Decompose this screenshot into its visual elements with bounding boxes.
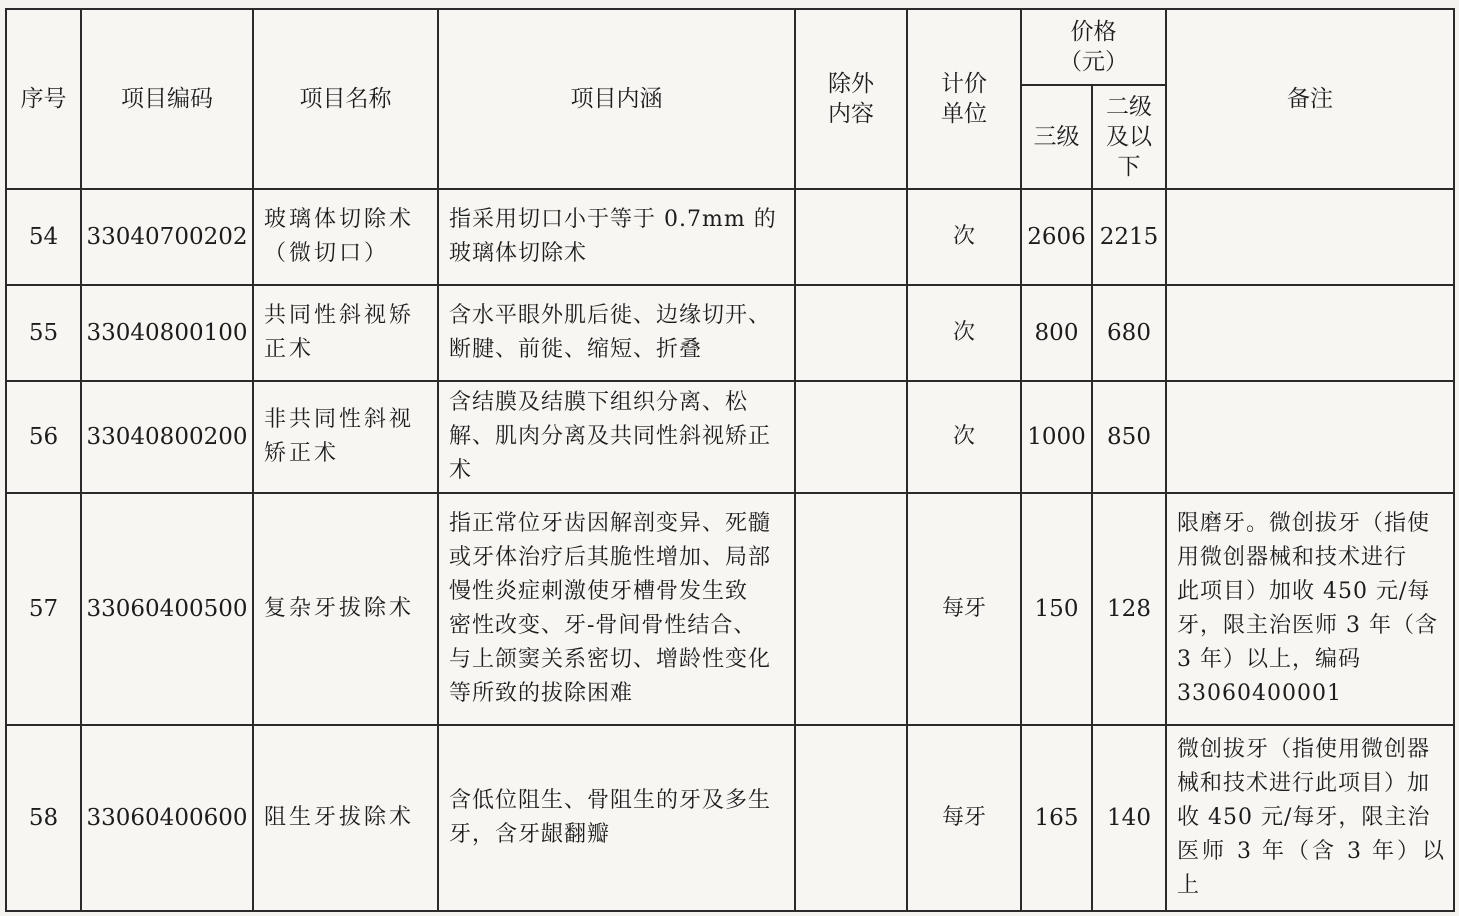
table-row: [6, 189, 1454, 285]
price-table: [5, 8, 1455, 912]
cell-exclude: [795, 725, 907, 911]
cell-code: 33040800200: [81, 381, 253, 493]
header-content: 项目内涵: [438, 9, 795, 189]
cell-price-level2: 680: [1092, 285, 1166, 381]
cell-price-level3: 1000: [1021, 381, 1092, 493]
header-exclude: 除外 内容: [795, 9, 907, 189]
cell-content: 含水平眼外肌后徙、边缘切开、 断腱、前徙、缩短、折叠: [438, 285, 795, 381]
table-row: [6, 725, 1454, 911]
table-row: [6, 381, 1454, 493]
cell-price-level3: 150: [1021, 493, 1092, 725]
header-level3: 三级: [1021, 85, 1092, 189]
cell-note: [1166, 189, 1454, 285]
table-row: [6, 285, 1454, 381]
cell-name: 阻生牙拔除术: [253, 725, 438, 911]
cell-code: 33040800100: [81, 285, 253, 381]
cell-unit: 每牙: [907, 493, 1021, 725]
cell-unit: 次: [907, 189, 1021, 285]
cell-note: [1166, 285, 1454, 381]
cell-unit: 次: [907, 381, 1021, 493]
cell-price-level2: 140: [1092, 725, 1166, 911]
header-price: 价格 （元）: [1021, 9, 1166, 85]
cell-name: 非共同性斜视 矫正术: [253, 381, 438, 493]
cell-price-level2: 850: [1092, 381, 1166, 493]
header-level2: 二级 及以 下: [1092, 85, 1166, 189]
cell-seq: 56: [6, 381, 81, 493]
cell-price-level3: 800: [1021, 285, 1092, 381]
cell-code: 33060400600: [81, 725, 253, 911]
cell-exclude: [795, 493, 907, 725]
cell-seq: 58: [6, 725, 81, 911]
cell-content: 指采用切口小于等于 0.7mm 的 玻璃体切除术: [438, 189, 795, 285]
cell-name: 玻璃体切除术 （微切口）: [253, 189, 438, 285]
cell-seq: 57: [6, 493, 81, 725]
cell-price-level2: 2215: [1092, 189, 1166, 285]
cell-note: 限磨牙。微创拔牙（指使 用微创器械和技术进行 此项目）加收 450 元/每 牙，限主治医师 3 年（含 3 年）以上，编码 33060400001: [1166, 493, 1454, 725]
header-unit: 计价 单位: [907, 9, 1021, 189]
cell-note: 微创拔牙（指使用微创器 械和技术进行此项目）加 收 450 元/每牙，限主治 医师 3 年（含 3 年）以上: [1166, 725, 1454, 911]
cell-price-level3: 2606: [1021, 189, 1092, 285]
header-name: 项目名称: [253, 9, 438, 189]
header-code: 项目编码: [81, 9, 253, 189]
cell-price-level3: 165: [1021, 725, 1092, 911]
cell-content: 含低位阻生、骨阻生的牙及多生 牙，含牙龈翻瓣: [438, 725, 795, 911]
cell-code: 33060400500: [81, 493, 253, 725]
cell-exclude: [795, 285, 907, 381]
cell-content: 指正常位牙齿因解剖变异、死髓 或牙体治疗后其脆性增加、局部 慢性炎症刺激使牙槽骨发生致 密性改变、牙-骨间骨性结合、 与上颌窦关系密切、增龄性变化 等所致的拔除困难: [438, 493, 795, 725]
cell-name: 共同性斜视矫 正术: [253, 285, 438, 381]
table-row: [6, 493, 1454, 725]
cell-name: 复杂牙拔除术: [253, 493, 438, 725]
cell-code: 33040700202: [81, 189, 253, 285]
cell-seq: 55: [6, 285, 81, 381]
cell-unit: 每牙: [907, 725, 1021, 911]
table-body: [6, 189, 1454, 911]
cell-content: 含结膜及结膜下组织分离、松 解、肌肉分离及共同性斜视矫正 术: [438, 381, 795, 493]
cell-seq: 54: [6, 189, 81, 285]
cell-exclude: [795, 381, 907, 493]
cell-exclude: [795, 189, 907, 285]
cell-unit: 次: [907, 285, 1021, 381]
header-note: 备注: [1166, 9, 1454, 189]
header-seq: 序号: [6, 9, 81, 189]
cell-note: [1166, 381, 1454, 493]
cell-price-level2: 128: [1092, 493, 1166, 725]
